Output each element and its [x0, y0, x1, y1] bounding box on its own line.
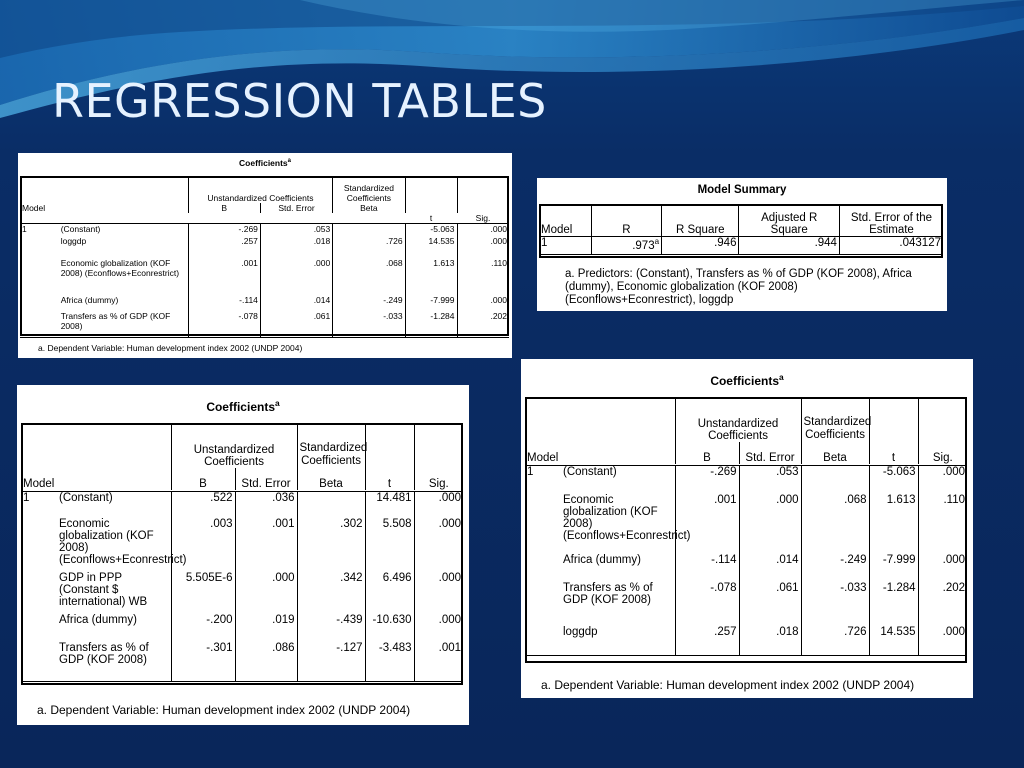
table-row [20, 311, 509, 337]
model-summary-table [537, 178, 947, 311]
caption-superscript: a [275, 398, 280, 408]
beta-value: .302 [297, 518, 365, 572]
se-value: .014 [739, 554, 801, 582]
b-header: B [675, 442, 739, 464]
caption-text: Coefficients [206, 400, 275, 414]
coefficients-grid [20, 176, 509, 338]
b-header: B [171, 468, 235, 490]
t-value: -1.284 [869, 582, 918, 626]
model-number: 1 [527, 466, 534, 478]
t-value: 1.613 [869, 494, 918, 554]
t-value: 1.613 [405, 258, 457, 295]
r-header: R [591, 205, 661, 237]
table-row [525, 466, 967, 494]
table-row [21, 492, 463, 518]
sig-value: .202 [457, 311, 509, 337]
t-value: 6.496 [365, 572, 414, 614]
model-header: Model [21, 424, 171, 490]
model-number: 1 [23, 492, 30, 504]
model-number: 1 [539, 237, 591, 255]
b-value: -.269 [675, 466, 739, 494]
unstandardized-header: Unstandardized Coefficients [675, 398, 801, 442]
r-value [591, 237, 661, 255]
coefficients-table-left [17, 385, 469, 725]
row-label: (Constant) [59, 492, 113, 504]
table-row [21, 614, 463, 642]
table-footnote: a. Dependent Variable: Human development index 2002 (UNDP 2004) [38, 343, 303, 353]
sig-value: .110 [457, 258, 509, 295]
row-label: loggdp [561, 626, 675, 656]
beta-header: Beta [297, 468, 365, 490]
adjusted-r-square-header: Adjusted R Square [739, 205, 839, 237]
sig-value: .000 [918, 466, 967, 494]
b-value: .257 [675, 626, 739, 656]
sig-value: .000 [457, 236, 509, 258]
standardized-header: Standardized Coefficients [333, 177, 405, 203]
caption-text: Coefficients [239, 158, 288, 168]
sig-value: .202 [918, 582, 967, 626]
b-value: .003 [171, 518, 235, 572]
se-header: Std. Error [739, 442, 801, 464]
beta-value: -.439 [297, 614, 365, 642]
beta-value: .068 [801, 494, 869, 554]
row-label: Africa (dummy) [563, 553, 641, 566]
table-row [21, 518, 463, 572]
t-value: 5.508 [365, 518, 414, 572]
r-superscript: a [654, 237, 660, 246]
t-value: -1.284 [405, 311, 457, 337]
model-summary-grid [539, 204, 943, 255]
se-header: Std. Error [235, 468, 297, 490]
table-caption [18, 158, 512, 168]
sig-value: .000 [414, 572, 463, 614]
slide-title: REGRESSION TABLES [52, 74, 547, 128]
table-caption: Model Summary [697, 184, 787, 196]
beta-header: Beta [333, 203, 405, 213]
se-value: .000 [260, 258, 332, 295]
row-label: Economic globalization (KOF 2008) (Econflows+Econrestrict) [59, 517, 187, 566]
table-row [20, 258, 509, 295]
t-value: -10.630 [365, 614, 414, 642]
b-value: -.269 [188, 223, 260, 236]
t-value: 14.535 [405, 236, 457, 258]
sig-value: .000 [918, 554, 967, 582]
table-row [525, 582, 967, 626]
b-value: -.078 [188, 311, 260, 337]
sig-value: .000 [457, 223, 509, 236]
table-row [21, 642, 463, 682]
beta-value: .068 [333, 258, 405, 295]
table-row [525, 554, 967, 582]
row-label: (Constant) [60, 223, 101, 234]
se-value: .014 [260, 295, 332, 311]
se-value: .019 [235, 614, 297, 642]
sig-label: Sig. [457, 213, 509, 224]
b-value: -.301 [171, 642, 235, 682]
sig-header: Sig. [918, 398, 967, 464]
beta-value: -.249 [333, 295, 405, 311]
t-value: 14.481 [365, 492, 414, 518]
beta-value [801, 466, 869, 494]
caption-text: Coefficients [710, 374, 779, 388]
b-value: -.114 [675, 554, 739, 582]
model-header: Model [525, 398, 675, 464]
beta-value [333, 223, 405, 236]
b-value: -.200 [171, 614, 235, 642]
t-value: -3.483 [365, 642, 414, 682]
b-value: .001 [675, 494, 739, 554]
row-label: Transfers as % of GDP (KOF 2008) [59, 311, 188, 337]
sig-header [457, 177, 509, 213]
row-label: Economic globalization (KOF 2008) (Econflows+Econrestrict) [60, 258, 180, 278]
b-value: .001 [188, 258, 260, 295]
beta-value: .342 [297, 572, 365, 614]
coefficients-grid [21, 423, 463, 682]
b-header: B [188, 203, 260, 213]
table-caption [17, 398, 469, 414]
table-footnote: a. Dependent Variable: Human development index 2002 (UNDP 2004) [541, 678, 915, 692]
b-value: 5.505E-6 [171, 572, 235, 614]
sig-value: .000 [918, 626, 967, 656]
table-footnote: a. Dependent Variable: Human development index 2002 (UNDP 2004) [37, 703, 411, 717]
t-label: t [405, 213, 457, 224]
t-value: -5.063 [405, 223, 457, 236]
se-value: .018 [260, 236, 332, 258]
sig-value: .000 [414, 614, 463, 642]
se-value: .000 [235, 572, 297, 614]
standardized-header: Standardized Coefficients [297, 424, 365, 468]
b-value: -.114 [188, 295, 260, 311]
table-row [20, 295, 509, 311]
table-row [525, 626, 967, 656]
sig-header: Sig. [414, 424, 463, 490]
row-label: GDP in PPP (Constant $ international) WB [59, 571, 148, 608]
se-value: .001 [235, 518, 297, 572]
std-error-estimate-value: .043127 [839, 237, 943, 255]
unstandardized-header: Unstandardized Coefficients [188, 177, 333, 203]
model-number: 1 [22, 223, 27, 234]
standardized-header: Standardized Coefficients [801, 398, 869, 442]
coefficients-table-small [18, 153, 512, 358]
unstandardized-header: Unstandardized Coefficients [171, 424, 297, 468]
b-value: .522 [171, 492, 235, 518]
b-value: .257 [188, 236, 260, 258]
beta-value [297, 492, 365, 518]
se-value: .053 [739, 466, 801, 494]
t-value: 14.535 [869, 626, 918, 656]
se-value: .018 [739, 626, 801, 656]
table-row [525, 494, 967, 554]
se-value: .053 [260, 223, 332, 236]
se-value: .000 [739, 494, 801, 554]
sig-value: .000 [414, 518, 463, 572]
coefficients-table-right [521, 359, 973, 698]
model-header: Model [539, 205, 591, 237]
beta-value: .726 [333, 236, 405, 258]
row-label: Africa (dummy) [59, 613, 137, 626]
se-value: .086 [235, 642, 297, 682]
beta-value: -.127 [297, 642, 365, 682]
se-header: Std. Error [260, 203, 332, 213]
row-label: Transfers as % of GDP (KOF 2008) [563, 581, 653, 606]
table-row [539, 237, 943, 255]
beta-value: -.033 [333, 311, 405, 337]
beta-header: Beta [801, 442, 869, 464]
t-value: -7.999 [869, 554, 918, 582]
r-square-header: R Square [662, 205, 739, 237]
std-error-estimate-header: Std. Error of the Estimate [839, 205, 943, 237]
t-header [405, 177, 457, 213]
r-value-text: .973 [632, 239, 655, 252]
r-square-value: .946 [662, 237, 739, 255]
model-header: Model [20, 177, 188, 213]
t-value: -7.999 [405, 295, 457, 311]
table-footnote: a. Predictors: (Constant), Transfers as % of GDP (KOF 2008), Africa (dummy), Economic globalization (KOF 2008) (Econflows+Econrestrict), loggdp [565, 268, 912, 306]
sig-value: .001 [414, 642, 463, 682]
beta-value: -.033 [801, 582, 869, 626]
row-label: Transfers as % of GDP (KOF 2008) [57, 642, 171, 682]
coefficients-grid [525, 397, 967, 656]
t-value: -5.063 [869, 466, 918, 494]
table-row [21, 572, 463, 614]
table-row [20, 223, 509, 236]
caption-superscript: a [287, 158, 291, 165]
table-row [20, 236, 509, 258]
se-value: .036 [235, 492, 297, 518]
row-label: Africa (dummy) [60, 295, 119, 305]
se-value: .061 [260, 311, 332, 337]
adjusted-r-square-value: .944 [739, 237, 839, 255]
se-value: .061 [739, 582, 801, 626]
beta-value: -.249 [801, 554, 869, 582]
t-header: t [869, 398, 918, 464]
sig-value: .110 [918, 494, 967, 554]
table-caption [521, 372, 973, 388]
sig-value: .000 [414, 492, 463, 518]
beta-value: .726 [801, 626, 869, 656]
row-label: Economic globalization (KOF 2008) (Econflows+Econrestrict) [563, 493, 691, 542]
row-label: (Constant) [563, 466, 617, 478]
b-value: -.078 [675, 582, 739, 626]
sig-value: .000 [457, 295, 509, 311]
row-label: loggdp [60, 236, 87, 246]
caption-superscript: a [779, 372, 784, 382]
t-header: t [365, 424, 414, 490]
